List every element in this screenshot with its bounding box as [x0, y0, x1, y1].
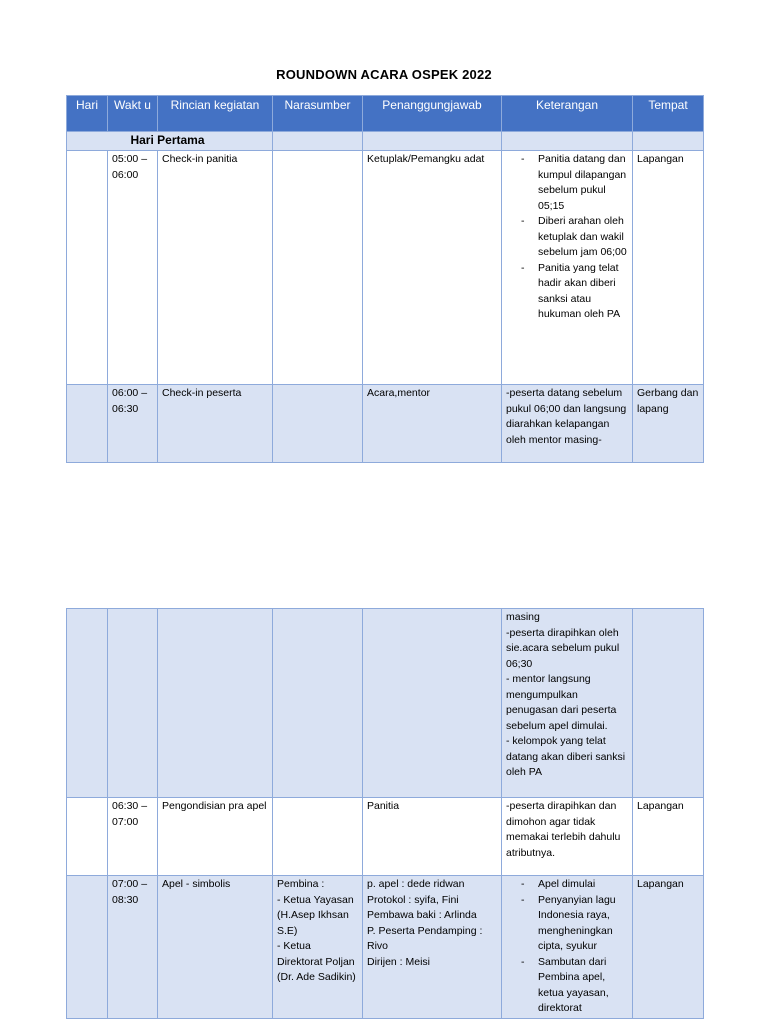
penanggungjawab-cell: Panitia — [363, 798, 502, 876]
waktu-cell: 06:30 – 07:00 — [108, 798, 158, 876]
header-tempat: Tempat — [633, 96, 704, 132]
waktu-cell: 05:00 – 06:00 — [108, 151, 158, 385]
rincian-cell: Check-in peserta — [158, 385, 273, 463]
header-row — [67, 96, 704, 132]
keterangan-item: - Diberi arahan oleh ketuplak dan wakil sebelum jam 06;00 — [506, 214, 628, 261]
tempat-cell: Lapangan — [633, 876, 704, 1019]
narasumber-cell: Pembina : - Ketua Yayasan (H.Asep Ikhsan S.E) - Ketua Direktorat Poljan (Dr. Ade Sadikin) — [273, 876, 363, 1019]
header-waktu: Wakt u — [108, 96, 158, 132]
penanggungjawab-cell: p. apel : dede ridwan Protokol : syifa, Fini Pembawa baki : Arlinda P. Peserta Pendamping : Rivo Dirijen : Meisi — [363, 876, 502, 1019]
keterangan-item: - Apel dimulai — [506, 877, 628, 893]
day-row — [67, 132, 704, 151]
table-row — [67, 385, 704, 463]
rincian-cell: Pengondisian pra apel — [158, 798, 273, 876]
header-keterangan: Keterangan — [502, 96, 633, 132]
waktu-cell: 07:00 – 08:30 — [108, 876, 158, 1019]
table-row — [67, 876, 704, 1019]
rincian-cell: Apel - simbolis — [158, 876, 273, 1019]
rincian-cell: Check-in panitia — [158, 151, 273, 385]
narasumber-cell — [273, 798, 363, 876]
rundown-table-page-2 — [66, 608, 704, 1019]
table-row — [67, 609, 704, 798]
penanggungjawab-cell: Acara,mentor — [363, 385, 502, 463]
waktu-cell: 06:00 – 06:30 — [108, 385, 158, 463]
keterangan-cell: -peserta dirapihkan dan dimohon agar tidak memakai terlebih dahulu atributnya. — [502, 798, 633, 876]
table-row — [67, 798, 704, 876]
keterangan-cell: -peserta datang sebelum pukul 06;00 dan langsung diarahkan kelapangan oleh mentor masing- — [502, 385, 633, 463]
keterangan-cell — [502, 876, 633, 1019]
keterangan-cell: masing -peserta dirapihkan oleh sie.acara sebelum pukul 06;30 - mentor langsung mengumpulkan penugasan dari peserta sebelum apel dimulai. - kelompok yang telat datang akan diberi sanksi oleh PA — [502, 609, 633, 798]
table-row — [67, 151, 704, 385]
header-penanggungjawab: Penanggungjawab — [363, 96, 502, 132]
tempat-cell: Lapangan — [633, 798, 704, 876]
rundown-table-page-1 — [66, 95, 704, 463]
tempat-cell: Gerbang dan lapang — [633, 385, 704, 463]
header-narasumber: Narasumber — [273, 96, 363, 132]
keterangan-cell — [502, 151, 633, 385]
page-title: ROUNDOWN ACARA OSPEK 2022 — [276, 67, 492, 82]
keterangan-item: - Sambutan dari Pembina apel, ketua yayasan, direktorat — [506, 955, 628, 1017]
header-hari: Hari — [67, 96, 108, 132]
penanggungjawab-cell: Ketuplak/Pemangku adat — [363, 151, 502, 385]
keterangan-item: - Penyanyian lagu Indonesia raya, mengheningkan cipta, syukur — [506, 893, 628, 955]
keterangan-item: - Panitia yang telat hadir akan diberi sanksi atau hukuman oleh PA — [506, 261, 628, 323]
narasumber-cell — [273, 151, 363, 385]
day-label: Hari Pertama — [67, 132, 273, 151]
keterangan-item: - Panitia datang dan kumpul dilapangan sebelum pukul 05;15 — [506, 152, 628, 214]
narasumber-cell — [273, 385, 363, 463]
tempat-cell: Lapangan — [633, 151, 704, 385]
header-rincian: Rincian kegiatan — [158, 96, 273, 132]
